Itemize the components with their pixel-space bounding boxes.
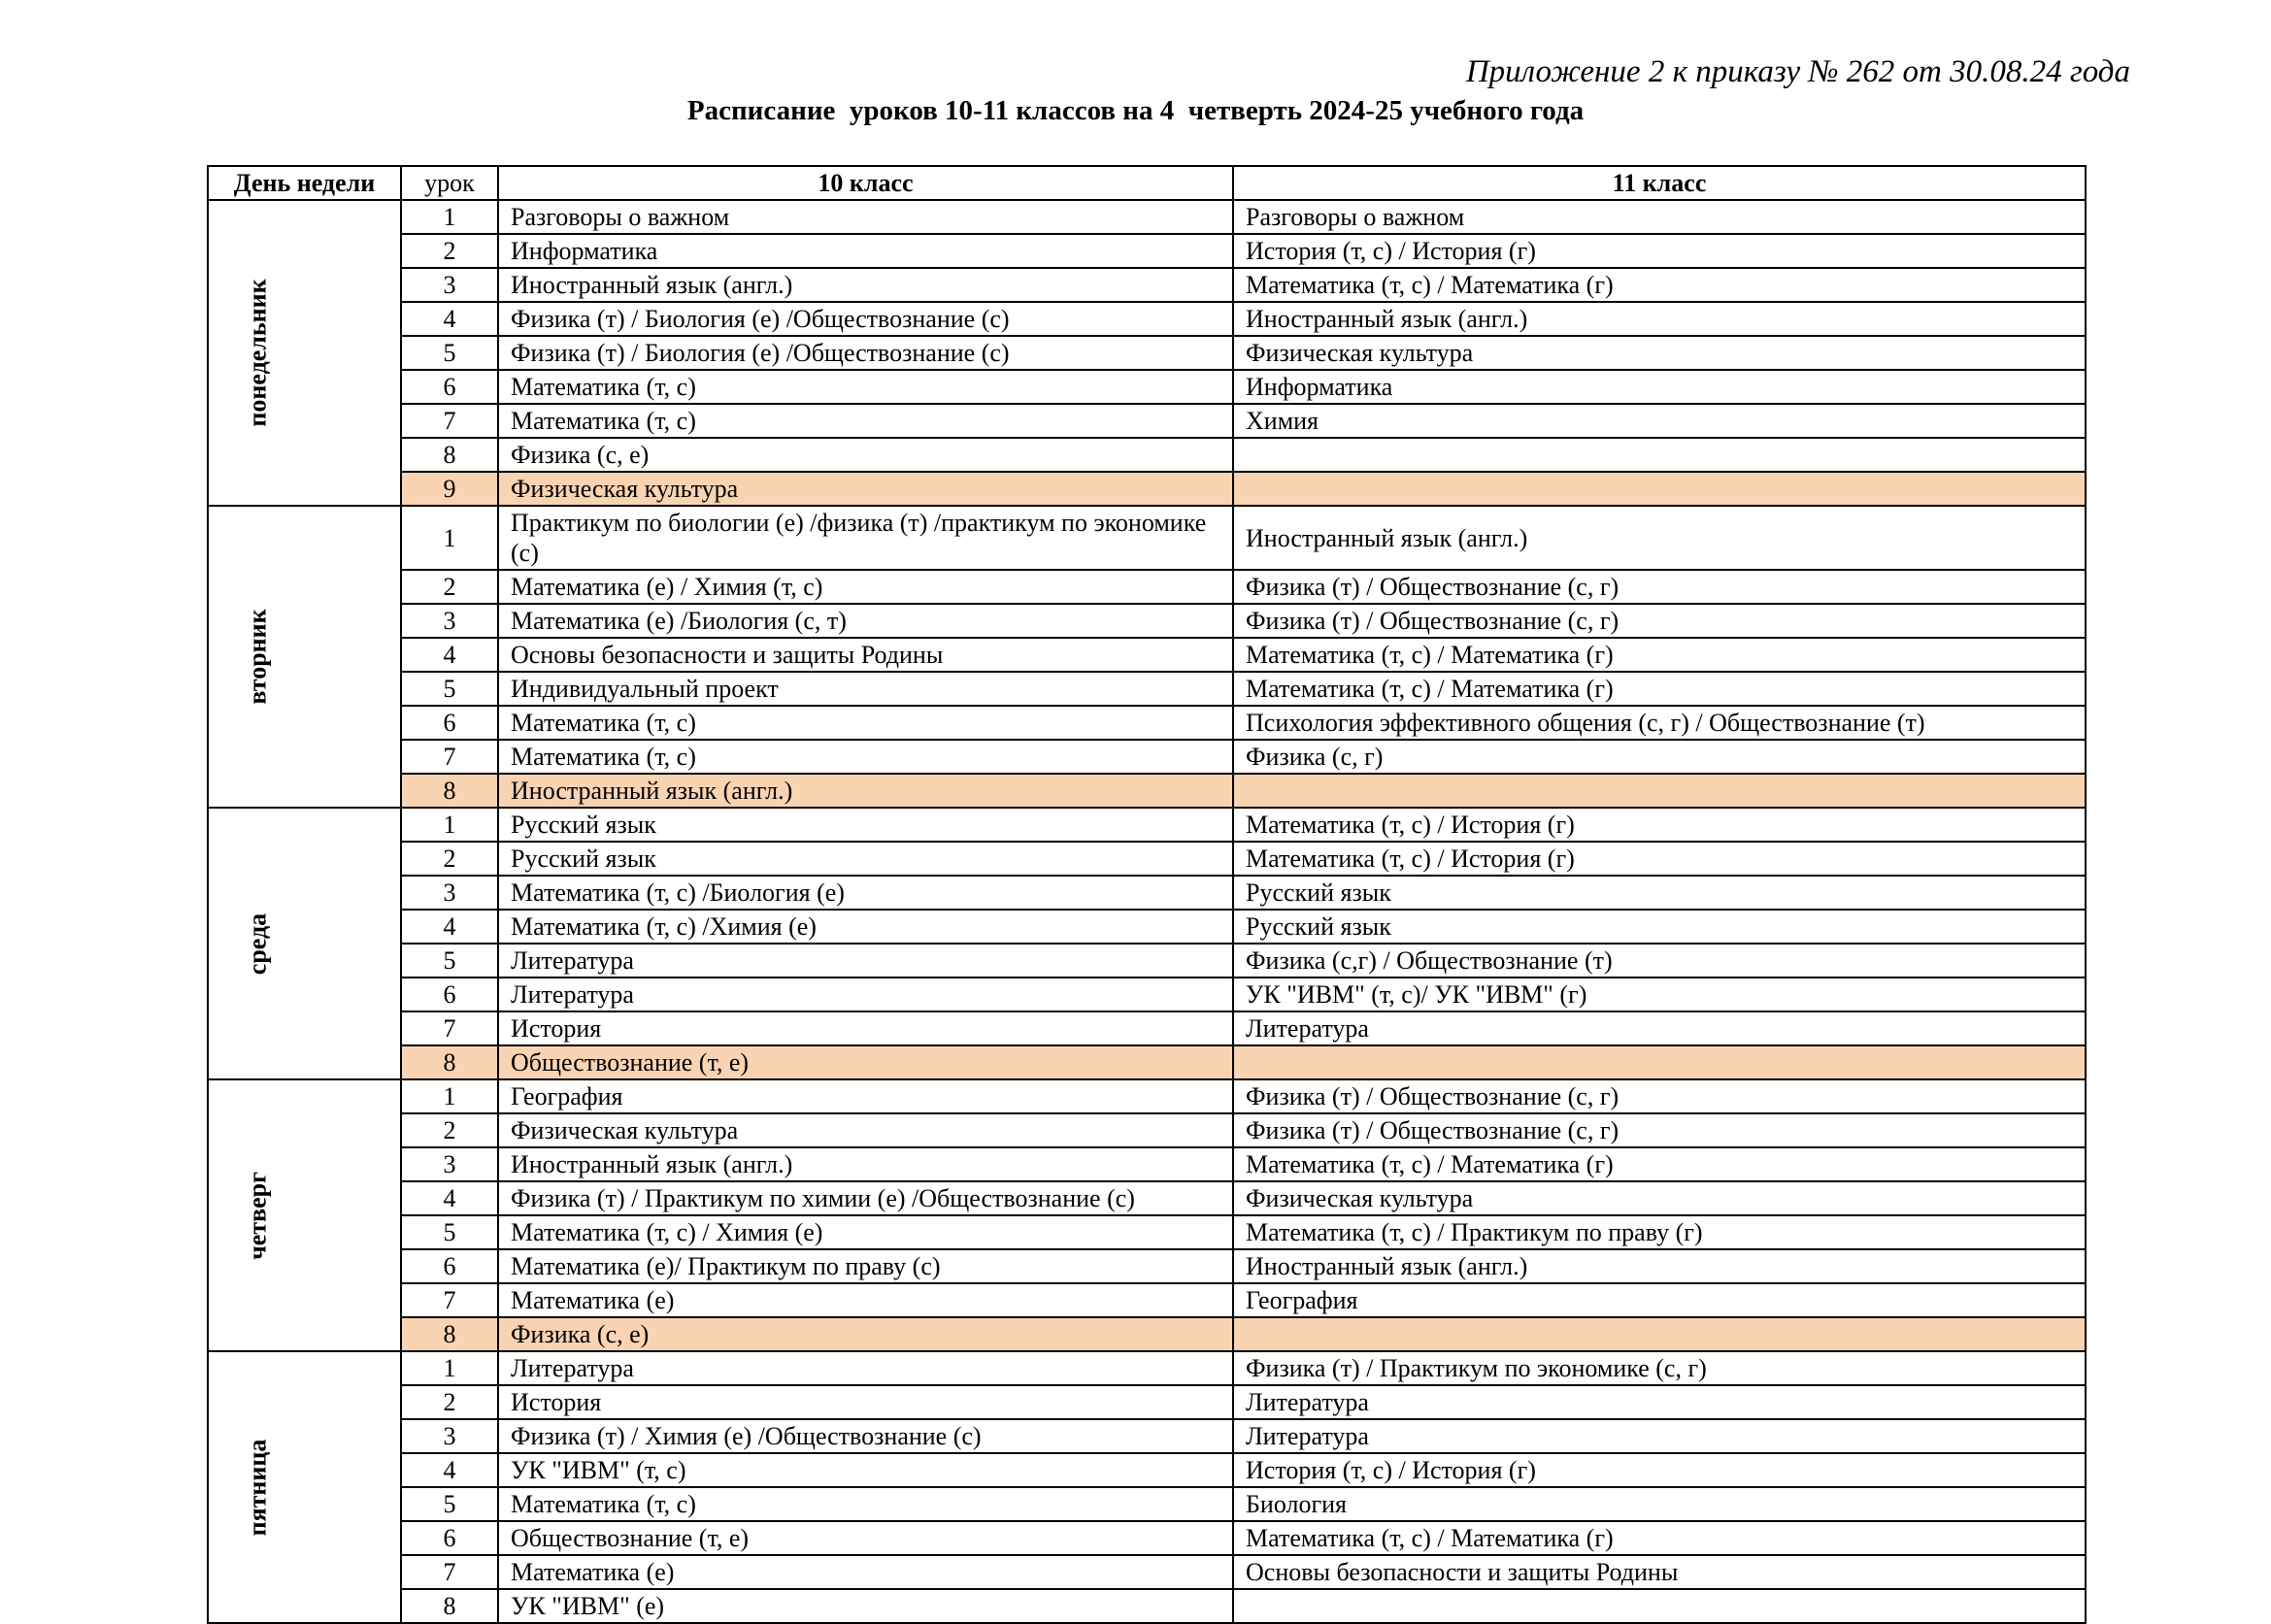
class-10-subject: Разговоры о важном [498,200,1233,234]
lesson-number: 8 [401,438,498,472]
lesson-number: 5 [401,336,498,370]
lesson-number: 3 [401,268,498,302]
day-label: пятница [243,1439,272,1536]
table-row [208,200,2086,234]
lesson-number: 2 [401,842,498,876]
class-11-subject [1233,1045,2086,1079]
class-11-subject: Математика (т, с) / Математика (г) [1233,1147,2086,1181]
class-10-subject: Физика (с, е) [498,438,1233,472]
day-cell [208,506,401,808]
table-row [208,978,2086,1011]
lesson-number: 4 [401,910,498,944]
lesson-number: 1 [401,808,498,842]
class-10-subject: Физика (т) / Химия (е) /Обществознание (с) [498,1419,1233,1453]
lesson-number: 4 [401,302,498,336]
lesson-number: 1 [401,1351,498,1385]
lesson-number: 7 [401,1011,498,1045]
table-row [208,774,2086,808]
table-row [208,570,2086,604]
class-10-subject: Математика (т, с) /Биология (е) [498,876,1233,910]
table-row [208,638,2086,672]
schedule-table [207,165,2087,1624]
class-10-subject: Основы безопасности и защиты Родины [498,638,1233,672]
class-11-subject [1233,1589,2086,1623]
class-10-subject: Физическая культура [498,472,1233,506]
class-11-subject: Физика (с, г) [1233,740,2086,774]
page-title: Расписание уроков 10-11 классов на 4 четверть 2024-25 учебного года [686,95,1585,126]
class-10-subject: УК "ИВМ" (е) [498,1589,1233,1623]
class-10-subject: Информатика [498,234,1233,268]
lesson-number: 2 [401,570,498,604]
class-11-subject [1233,774,2086,808]
class-10-subject: Математика (т, с) [498,740,1233,774]
annex-note: Приложение 2 к приказу № 262 от 30.08.24 года [1465,54,2130,89]
class-11-subject: География [1233,1283,2086,1317]
lesson-number: 6 [401,370,498,404]
table-row [208,1453,2086,1487]
class-10-subject: История [498,1011,1233,1045]
table-row [208,1113,2086,1147]
lesson-number: 4 [401,1181,498,1215]
class-11-subject [1233,1317,2086,1351]
class-11-subject [1233,438,2086,472]
class-11-subject: Математика (т, с) / Математика (г) [1233,1521,2086,1555]
table-row [208,910,2086,944]
class-11-subject: История (т, с) / История (г) [1233,234,2086,268]
class-10-subject: Обществознание (т, е) [498,1045,1233,1079]
class-11-subject: Физическая культура [1233,1181,2086,1215]
lesson-number: 1 [401,200,498,234]
table-row [208,336,2086,370]
day-label: вторник [243,609,272,705]
table-row [208,604,2086,638]
header-class-10: 10 класс [498,166,1233,200]
class-10-subject: Иностранный язык (англ.) [498,268,1233,302]
class-10-subject: Иностранный язык (англ.) [498,774,1233,808]
day-label: четверг [243,1171,272,1260]
table-row [208,1249,2086,1283]
day-cell [208,200,401,506]
day-label: понедельник [243,279,272,427]
table-row [208,234,2086,268]
class-11-subject: Химия [1233,404,2086,438]
class-11-subject: Математика (т, с) / История (г) [1233,842,2086,876]
class-11-subject: Математика (т, с) / Практикум по праву (г) [1233,1215,2086,1249]
schedule-body [208,200,2086,1623]
class-10-subject: Математика (т, с) [498,370,1233,404]
class-10-subject: Литература [498,944,1233,978]
class-10-subject: Литература [498,978,1233,1011]
class-10-subject: Практикум по биологии (е) /физика (т) /практикум по экономике (с) [498,506,1233,570]
lesson-number: 6 [401,706,498,740]
lesson-number: 7 [401,740,498,774]
class-10-subject: Физика (т) / Практикум по химии (е) /Обществознание (с) [498,1181,1233,1215]
class-11-subject: Физика (т) / Обществознание (с, г) [1233,1079,2086,1113]
table-row [208,944,2086,978]
lesson-number: 8 [401,774,498,808]
class-11-subject: Математика (т, с) / Математика (г) [1233,672,2086,706]
class-10-subject: Математика (т, с) [498,1487,1233,1521]
lesson-number: 4 [401,638,498,672]
class-11-subject: УК "ИВМ" (т, с)/ УК "ИВМ" (г) [1233,978,2086,1011]
class-11-subject: Иностранный язык (англ.) [1233,1249,2086,1283]
table-row [208,1589,2086,1623]
table-row [208,1555,2086,1589]
class-11-subject: Физическая культура [1233,336,2086,370]
table-row [208,1487,2086,1521]
class-11-subject: Биология [1233,1487,2086,1521]
table-row [208,1385,2086,1419]
table-row [208,876,2086,910]
header-class-11: 11 класс [1233,166,2086,200]
class-10-subject: Математика (т, с) / Химия (е) [498,1215,1233,1249]
class-11-subject: Литература [1233,1385,2086,1419]
class-10-subject: Математика (т, с) /Химия (е) [498,910,1233,944]
class-10-subject: Математика (т, с) [498,706,1233,740]
table-row [208,268,2086,302]
table-row [208,1011,2086,1045]
table-row [208,842,2086,876]
lesson-number: 2 [401,234,498,268]
table-row [208,438,2086,472]
class-10-subject: Физика (с, е) [498,1317,1233,1351]
header-day: День недели [208,166,401,200]
class-10-subject: Математика (е) [498,1283,1233,1317]
table-row [208,1079,2086,1113]
class-10-subject: Математика (е) / Химия (т, с) [498,570,1233,604]
class-11-subject: Литература [1233,1011,2086,1045]
class-10-subject: Физика (т) / Биология (е) /Обществознание (с) [498,336,1233,370]
table-row [208,506,2086,570]
class-11-subject: Литература [1233,1419,2086,1453]
day-label: среда [243,912,272,975]
lesson-number: 8 [401,1589,498,1623]
lesson-number: 7 [401,404,498,438]
table-row [208,1419,2086,1453]
lesson-number: 5 [401,1215,498,1249]
table-row [208,740,2086,774]
class-10-subject: Математика (е) [498,1555,1233,1589]
lesson-number: 5 [401,944,498,978]
day-cell [208,1351,401,1623]
table-row [208,1215,2086,1249]
table-row [208,302,2086,336]
lesson-number: 7 [401,1283,498,1317]
class-11-subject: Основы безопасности и защиты Родины [1233,1555,2086,1589]
table-row [208,1147,2086,1181]
class-11-subject: Иностранный язык (англ.) [1233,302,2086,336]
lesson-number: 3 [401,604,498,638]
lesson-number: 8 [401,1045,498,1079]
day-cell [208,808,401,1079]
class-10-subject: УК "ИВМ" (т, с) [498,1453,1233,1487]
table-row [208,404,2086,438]
class-11-subject: Физика (с,г) / Обществознание (т) [1233,944,2086,978]
class-11-subject: Физика (т) / Обществознание (с, г) [1233,570,2086,604]
class-10-subject: Физика (т) / Биология (е) /Обществознание (с) [498,302,1233,336]
class-11-subject: История (т, с) / История (г) [1233,1453,2086,1487]
lesson-number: 6 [401,1249,498,1283]
lesson-number: 1 [401,1079,498,1113]
lesson-number: 6 [401,978,498,1011]
class-11-subject: Психология эффективного общения (с, г) / Обществознание (т) [1233,706,2086,740]
table-row [208,1045,2086,1079]
header-lesson: урок [401,166,498,200]
table-row [208,1181,2086,1215]
class-10-subject: Русский язык [498,842,1233,876]
class-11-subject: Математика (т, с) / Математика (г) [1233,638,2086,672]
class-10-subject: Литература [498,1351,1233,1385]
class-10-subject: Математика (т, с) [498,404,1233,438]
table-row [208,1317,2086,1351]
class-11-subject: Физика (т) / Обществознание (с, г) [1233,1113,2086,1147]
class-10-subject: Математика (е)/ Практикум по праву (с) [498,1249,1233,1283]
table-row [208,472,2086,506]
class-10-subject: История [498,1385,1233,1419]
table-row [208,1351,2086,1385]
lesson-number: 7 [401,1555,498,1589]
class-10-subject: Обществознание (т, е) [498,1521,1233,1555]
table-row [208,706,2086,740]
header-row [208,166,2086,200]
class-11-subject: Русский язык [1233,910,2086,944]
class-11-subject: Математика (т, с) / История (г) [1233,808,2086,842]
table-row [208,1283,2086,1317]
table-row [208,1521,2086,1555]
lesson-number: 3 [401,1419,498,1453]
class-10-subject: Физическая культура [498,1113,1233,1147]
lesson-number: 5 [401,672,498,706]
class-10-subject: Математика (е) /Биология (с, т) [498,604,1233,638]
class-11-subject: Русский язык [1233,876,2086,910]
lesson-number: 8 [401,1317,498,1351]
class-11-subject: Физика (т) / Практикум по экономике (с, г) [1233,1351,2086,1385]
lesson-number: 6 [401,1521,498,1555]
class-10-subject: Иностранный язык (англ.) [498,1147,1233,1181]
lesson-number: 1 [401,506,498,570]
lesson-number: 5 [401,1487,498,1521]
table-row [208,808,2086,842]
class-11-subject: Иностранный язык (англ.) [1233,506,2086,570]
class-10-subject: Индивидуальный проект [498,672,1233,706]
class-11-subject: Разговоры о важном [1233,200,2086,234]
lesson-number: 4 [401,1453,498,1487]
lesson-number: 2 [401,1385,498,1419]
lesson-number: 9 [401,472,498,506]
class-10-subject: География [498,1079,1233,1113]
day-cell [208,1079,401,1351]
table-row [208,672,2086,706]
class-11-subject [1233,472,2086,506]
class-10-subject: Русский язык [498,808,1233,842]
lesson-number: 3 [401,1147,498,1181]
class-11-subject: Физика (т) / Обществознание (с, г) [1233,604,2086,638]
class-11-subject: Математика (т, с) / Математика (г) [1233,268,2086,302]
class-11-subject: Информатика [1233,370,2086,404]
table-row [208,370,2086,404]
lesson-number: 3 [401,876,498,910]
lesson-number: 2 [401,1113,498,1147]
